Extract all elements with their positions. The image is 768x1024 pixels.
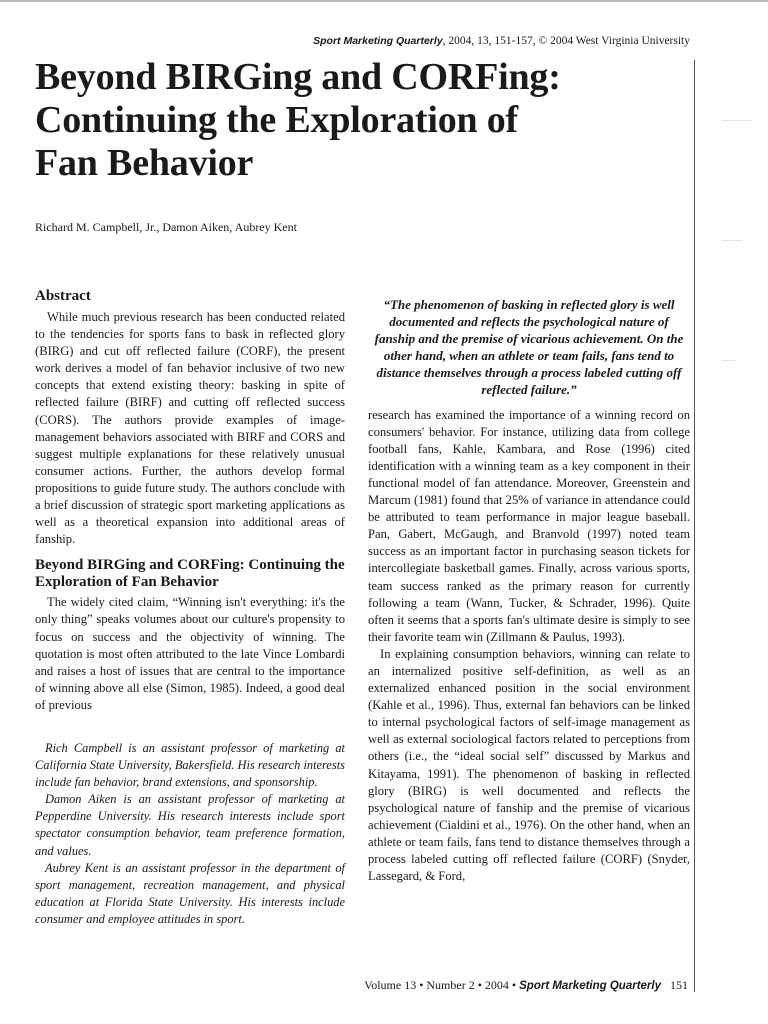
margin-speck <box>722 360 736 361</box>
top-rule <box>0 0 768 2</box>
author-bio: Damon Aiken is an assistant professor of marketing at Pepperdine University. His research interests include sport spectator consumption behavior, team preference formation, and values. <box>35 792 345 858</box>
right-column <box>368 296 690 885</box>
section-heading: Beyond BIRGing and CORFing: Continuing the Exploration of Fan Behavior <box>35 557 345 591</box>
abstract-heading: Abstract <box>35 288 91 304</box>
body-paragraph: research has examined the importance of a winning record on consumers' behavior. For instance, utilizing data from college football fans, Kahle, Kambara, and Rose (1996) cited identification with a winning team as a key component in their functional model of fan attendance. Moreover, Greenstein and Marcum (1981) found that 25% of variance in attendance could be attributed to team performance in major league baseball. Pan, Gabert, McGaugh, and Branvold (1997) noted team success as an important factor in purchasing season tickets for intercollegiate basketball games. Finally, across various sports, team success ranked as the primary reason for currently following a team (Wann, Tucker, & Schrader, 1996). Quite often it seems that a sports fan's ultimate desire is simply to see their favorite team win (Zillmann & Paulus, 1993). <box>368 407 690 644</box>
left-column <box>35 287 345 928</box>
body-paragraph: In explaining consumption behaviors, winning can relate to an internalized positive self-definition, as well as an externalized enhanced position in the social environment (Kahle et al., 1996). Thus, external fan behaviors can be linked to internal psychological factors of self-image management as well as external sociological factors related to perceptions from others (i.e., the “ideal social self” discussed by Markus and Kitayama, 1991). The phenomenon of basking in reflected glory (BIRG) is well documented and reflects the psychological nature of fanship and the premise of vicarious achievement (Cialdini et al., 1976). On the other hand, when an athlete or team fails, fans tend to distance themselves through a process labeled cutting off reflected failure (CORF) (Snyder, Lassegard, & Ford, <box>368 646 690 884</box>
journal-header <box>250 34 690 48</box>
margin-rule <box>694 60 695 992</box>
title-line: Beyond BIRGing and CORFing: <box>35 56 561 98</box>
title-line: Fan Behavior <box>35 142 254 184</box>
margin-speck <box>722 120 752 121</box>
page-footer <box>250 978 688 993</box>
header-citation: , 2004, 13, 151-157, © 2004 West Virginia University <box>442 35 690 47</box>
author-bios <box>35 740 345 928</box>
author-bio: Aubrey Kent is an assistant professor in the department of sport management, recreation management, and physical education at Florida State University. His interests include consumer and employee attitudes in sport. <box>35 860 345 926</box>
footer-journal-name: Sport Marketing Quarterly <box>519 980 661 992</box>
pull-quote: “The phenomenon of basking in reflected glory is well documented and reflects the psychological nature of fanship and the premise of vicarious achievement. On the other hand, when an athlete or team fails, fans tend to distance themselves through a process labeled cutting off reflected failure.” <box>374 297 684 398</box>
footer-volume: Volume 13 • Number 2 • 2004 • <box>364 978 520 992</box>
header-journal-name: Sport Marketing Quarterly <box>313 35 443 47</box>
margin-speck <box>722 240 742 241</box>
abstract-text: While much previous research has been conducted related to the tendencies for sports fans to bask in reflected glory (BIRG) and cut off reflected failure (CORF), the present work derives a model of fan behavior inclusive of two new concepts that extend existing theory: basking in spite of reflected failure (BIRF) and cutting off reflected success (CORS). The authors provide examples of image-management behaviors associated with BIRF and CORS and suggest multiple explanations for these relatively unusual consumer actions. Further, the authors develop formal propositions to guide future study. The authors conclude with a brief discussion of strategic sport marketing applications as well as a theoretical expansion into additional areas of fanship. <box>35 310 345 547</box>
article-title <box>35 56 675 185</box>
title-line: Continuing the Exploration of <box>35 99 519 141</box>
author-bio: Rich Campbell is an assistant professor of marketing at California State University, Bakersfield. His research interests include fan behavior, brand extensions, and sponsorship. <box>35 740 345 790</box>
author-list: Richard M. Campbell, Jr., Damon Aiken, Aubrey Kent <box>35 220 297 234</box>
section-text: The widely cited claim, “Winning isn't everything: it's the only thing” speaks volumes about our culture's propensity to focus on success and the objectivity of winning. The quotation is most often attributed to the late Vince Lombardi and raises a host of issues that are central to the importance of winning above all else (Simon, 1985). Indeed, a good deal of previous <box>35 595 345 712</box>
page-number: 151 <box>670 978 688 992</box>
